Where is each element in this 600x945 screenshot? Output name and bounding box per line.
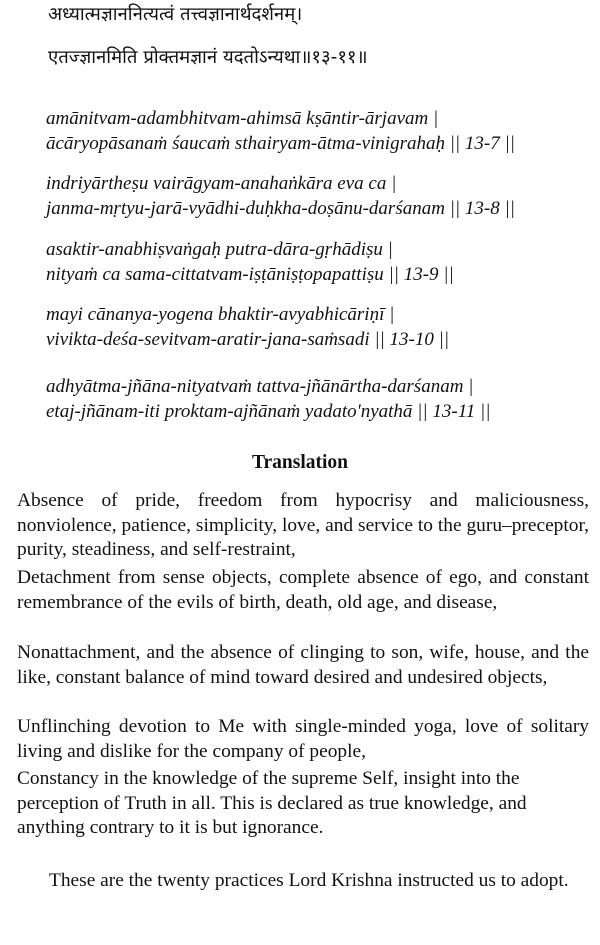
verse-line: etaj-jñānam-iti proktam-ajñānaṁ yadato'nyathā || 13-11 || [46,401,491,422]
verse-13-8 [46,171,515,221]
verse-line: asaktir-anabhiṣvaṅgaḥ putra-dāra-gṛhādiṣu | [46,239,393,260]
sanskrit-line-2: एतज्ज्ञानमिति प्रोक्तमज्ञानं यदतोऽन्यथा॥१३-११॥ [48,47,368,68]
translation-heading: Translation [251,452,349,473]
closing-paragraph: These are the twenty practices Lord Krishna instructed us to adopt. [49,870,569,891]
verse-13-7 [46,106,515,156]
translation-paragraph-1: Absence of pride, freedom from hypocrisy and maliciousness, nonviolence, patience, simplicity, love, and service to the guru–preceptor, purity, steadiness, and self-restraint, [17,490,589,561]
translation-paragraph-3: Nonattachment, and the absence of clinging to son, wife, house, and the like, constant balance of mind toward desired and undesired objects, [17,642,589,688]
verse-line: indriyārtheṣu vairāgyam-anahaṅkāra eva ca | [46,173,397,194]
verse-13-11 [46,374,490,424]
verse-line: nityaṁ ca sama-cittatvam-iṣṭāniṣṭopapattiṣu || 13-9 || [46,264,454,285]
verse-line: vivikta-deśa-sevitvam-aratir-jana-saṁsadi || 13-10 || [46,329,450,350]
verse-line: amānitvam-adambhitvam-ahimsā kṣāntir-ārjavam | [46,108,439,129]
translation-paragraph-2: Detachment from sense objects, complete absence of ego, and constant remembrance of the evils of birth, death, old age, and disease, [17,567,589,613]
translation-paragraph-4: Unflinching devotion to Me with single-minded yoga, love of solitary living and dislike for the company of people, [17,716,589,762]
verse-line: mayi cānanya-yogena bhaktir-avyabhicāriṇī | [46,304,395,325]
sanskrit-line-1: अध्यात्मज्ञाननित्यत्वं तत्त्वज्ञानार्थदर्शनम्। [48,4,303,25]
verse-13-10 [46,302,449,352]
verse-line: janma-mṛtyu-jarā-vyādhi-duḥkha-doṣānu-darśanam || 13-8 || [46,198,515,219]
verse-line: adhyātma-jñāna-nityatvaṁ tattva-jñānārtha-darśanam | [46,376,474,397]
translation-paragraph-5: Constancy in the knowledge of the supreme Self, insight into the perception of Truth in all. This is declared as true knowledge, and anything contrary to it is but ignorance. [17,768,527,839]
verse-13-9 [46,237,454,287]
verse-line: ācāryopāsanaṁ śaucaṁ sthairyam-ātma-vinigrahaḥ || 13-7 || [46,133,515,154]
